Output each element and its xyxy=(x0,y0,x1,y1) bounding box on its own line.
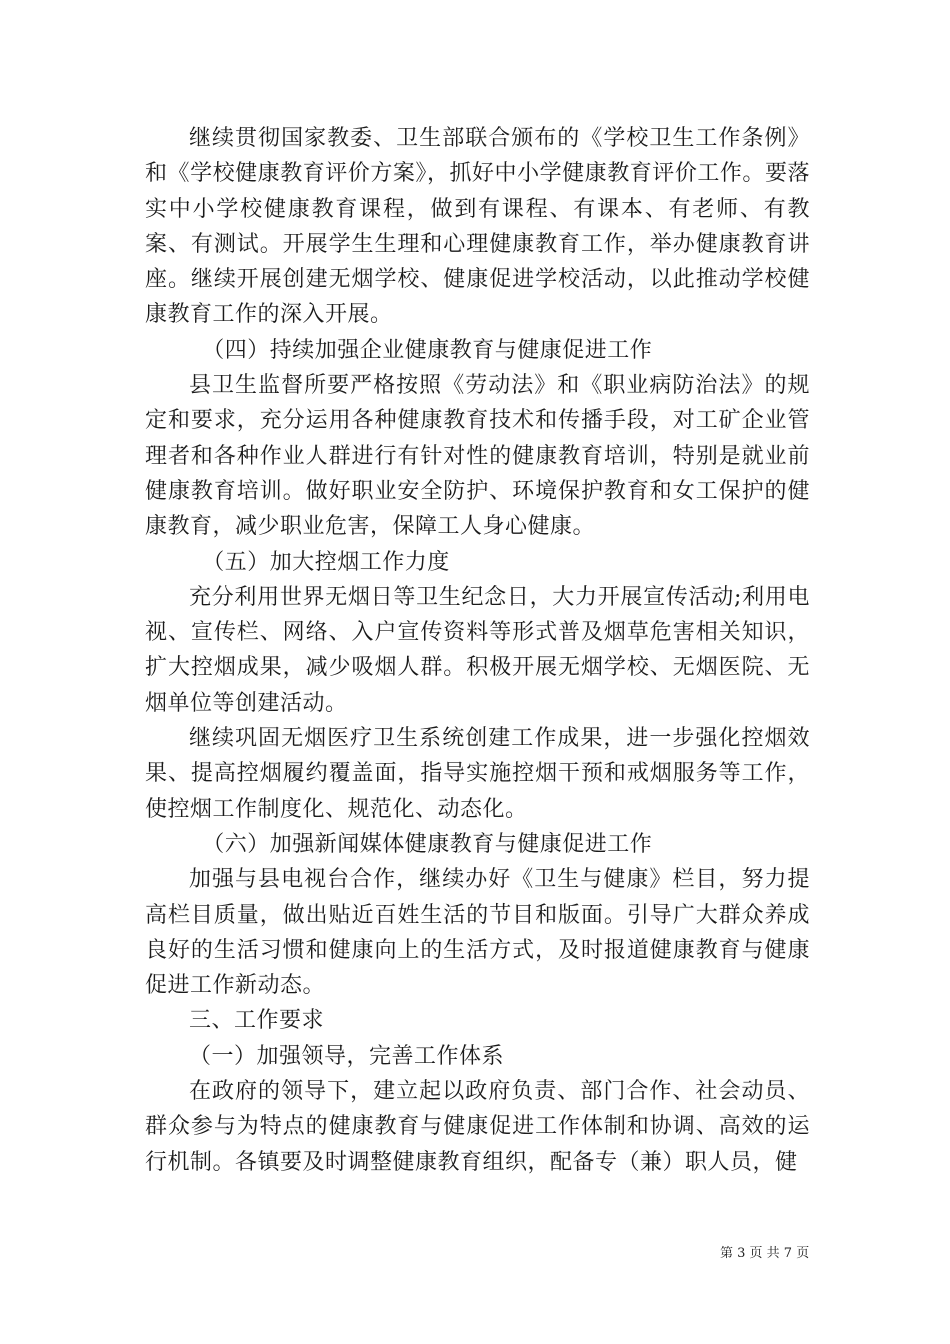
document-body xyxy=(145,121,810,1180)
paragraph-media-health: 加强与县电视台合作，继续办好《卫生与健康》栏目，努力提高栏目质量，做出贴近百姓生活的节目和版面。引导广大群众养成良好的生活习惯和健康向上的生活方式，及时报道健康教育与健康促进工作新动态。 xyxy=(145,867,810,999)
paragraph-leadership: 在政府的领导下，建立起以政府负责、部门合作、社会动员、群众参与为特点的健康教育与健康促进工作体制和协调、高效的运行机制。各镇要及时调整健康教育组织，配备专（兼）职人员，健 xyxy=(145,1079,810,1175)
heading-media-health: （六）加强新闻媒体健康教育与健康促进工作 xyxy=(202,831,653,857)
subheading-leadership: （一）加强领导，完善工作体系 xyxy=(189,1043,505,1069)
paragraph-tobacco-consolidation: 继续巩固无烟医疗卫生系统创建工作成果，进一步强化控烟效果、提高控烟履约覆盖面，指导实施控烟干预和戒烟服务等工作，使控烟工作制度化、规范化、动态化。 xyxy=(145,726,810,822)
heading-enterprise-health: （四）持续加强企业健康教育与健康促进工作 xyxy=(202,337,653,363)
page-number: 第 3 页 共 7 页 xyxy=(720,1246,810,1261)
paragraph-school-health: 继续贯彻国家教委、卫生部联合颁布的《学校卫生工作条例》和《学校健康教育评价方案》，抓好中小学健康教育评价工作。要落实中小学校健康教育课程，做到有课程、有课本、有老师、有教案、有测试。开展学生生理和心理健康教育工作，举办健康教育讲座。继续开展创建无烟学校、健康促进学校活动，以此推动学校健康教育工作的深入开展。 xyxy=(145,126,810,328)
heading-tobacco-control: （五）加大控烟工作力度 xyxy=(202,549,450,575)
paragraph-tobacco-campaign: 充分利用世界无烟日等卫生纪念日，大力开展宣传活动;利用电视、宣传栏、网络、入户宣传资料等形式普及烟草危害相关知识，扩大控烟成果，减少吸烟人群。积极开展无烟学校、无烟医院、无烟单位等创建活动。 xyxy=(145,584,810,716)
paragraph-enterprise-health: 县卫生监督所要严格按照《劳动法》和《职业病防治法》的规定和要求，充分运用各种健康教育技术和传播手段，对工矿企业管理者和各种作业人群进行有针对性的健康教育培训，特别是就业前健康教育培训。做好职业安全防护、环境保护教育和女工保护的健康教育，减少职业危害，保障工人身心健康。 xyxy=(145,373,810,540)
section-title-work-requirements: 三、工作要求 xyxy=(189,1008,325,1034)
